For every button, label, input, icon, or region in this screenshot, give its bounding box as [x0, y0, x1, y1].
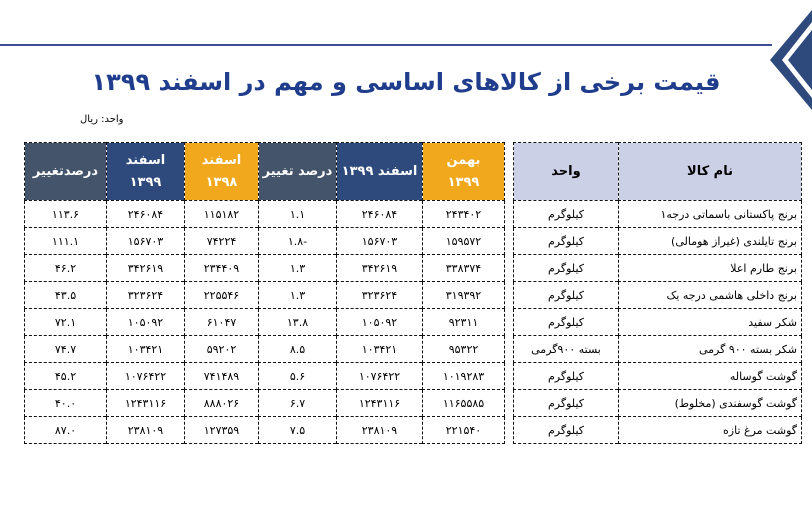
change-month-cell: ۱.۱: [259, 201, 337, 228]
esfand1399-b-cell: ۳۲۳۶۲۴: [337, 282, 423, 309]
table-row: [25, 390, 505, 417]
change-year-cell: ۴۵.۲: [25, 363, 107, 390]
esfand1398-cell: ۲۳۴۴۰۹: [185, 255, 259, 282]
change-month-cell: ۸.۵: [259, 336, 337, 363]
change-month-cell: ۱۳.۸: [259, 309, 337, 336]
table-row: [514, 309, 802, 336]
table-row: [514, 417, 802, 444]
change-year-cell: ۱۱۱.۱: [25, 228, 107, 255]
bahman-cell: ۲۲۱۵۴۰: [423, 417, 505, 444]
table-row: [25, 336, 505, 363]
change-year-cell: ۴۶.۲: [25, 255, 107, 282]
header-esfand1399-line2: ۱۳۹۹: [129, 174, 162, 190]
esfand1398-cell: ۲۲۵۵۴۶: [185, 282, 259, 309]
corner-chevron-icon: [752, 0, 812, 120]
change-year-cell: ۷۲.۱: [25, 309, 107, 336]
esfand1399-cell: ۱۲۴۳۱۱۶: [107, 390, 185, 417]
esfand1399-b-cell: ۱۵۶۷۰۳: [337, 228, 423, 255]
item-name-cell: برنج پاکستانی باسماتی درجه۱: [619, 201, 802, 228]
table-row: [25, 309, 505, 336]
table-row: [25, 255, 505, 282]
esfand1399-cell: ۲۴۶۰۸۴: [107, 201, 185, 228]
header-change-percent-year: درصدتغییر: [25, 143, 107, 201]
unit-cell: کیلوگرم: [514, 255, 619, 282]
table-row: [25, 282, 505, 309]
esfand1399-cell: ۱۰۵۰۹۲: [107, 309, 185, 336]
table-row: [25, 363, 505, 390]
bahman-cell: ۹۲۳۱۱: [423, 309, 505, 336]
change-year-cell: ۴۰.۰: [25, 390, 107, 417]
bahman-cell: ۱۰۱۹۲۸۳: [423, 363, 505, 390]
change-month-cell: ۷.۵: [259, 417, 337, 444]
header-rule: [0, 44, 772, 46]
table-row: [25, 201, 505, 228]
unit-cell: بسته ۹۰۰گرمی: [514, 336, 619, 363]
unit-cell: کیلوگرم: [514, 390, 619, 417]
header-bahman1399: [423, 143, 505, 201]
change-month-cell: ۱.۳: [259, 255, 337, 282]
bahman-cell: ۳۳۸۳۷۴: [423, 255, 505, 282]
item-name-cell: برنج داخلی هاشمی درجه یک: [619, 282, 802, 309]
table-row: [514, 228, 802, 255]
items-table: [513, 142, 802, 444]
table-row: [514, 363, 802, 390]
change-year-cell: ۷۴.۷: [25, 336, 107, 363]
header-bahman-line1: بهمن: [446, 152, 481, 168]
item-name-cell: برنج طارم اعلا: [619, 255, 802, 282]
esfand1399-cell: ۳۴۲۶۱۹: [107, 255, 185, 282]
esfand1398-cell: ۱۱۵۱۸۲: [185, 201, 259, 228]
header-esfand1398-line2: ۱۳۹۸: [205, 174, 238, 190]
bahman-cell: ۱۱۶۵۵۸۵: [423, 390, 505, 417]
change-month-cell: ۱.۳: [259, 282, 337, 309]
esfand1398-cell: ۷۴۱۴۸۹: [185, 363, 259, 390]
change-month-cell: ۵.۶: [259, 363, 337, 390]
change-year-cell: ۸۷.۰: [25, 417, 107, 444]
table-row: [514, 390, 802, 417]
unit-cell: کیلوگرم: [514, 228, 619, 255]
item-name-cell: گوشت گوساله: [619, 363, 802, 390]
bahman-cell: ۲۴۳۴۰۲: [423, 201, 505, 228]
esfand1399-b-cell: ۱۰۳۴۲۱: [337, 336, 423, 363]
esfand1398-cell: ۱۲۷۳۵۹: [185, 417, 259, 444]
table-row: [514, 255, 802, 282]
esfand1399-cell: ۱۵۶۷۰۳: [107, 228, 185, 255]
header-esfand1399: [107, 143, 185, 201]
esfand1399-cell: ۱۰۷۶۴۲۲: [107, 363, 185, 390]
change-month-cell: ۶.۷: [259, 390, 337, 417]
esfand1399-cell: ۱۰۳۴۲۱: [107, 336, 185, 363]
unit-cell: کیلوگرم: [514, 417, 619, 444]
bahman-cell: ۳۱۹۳۹۲: [423, 282, 505, 309]
table-row: [25, 228, 505, 255]
item-name-cell: گوشت مرغ تازه: [619, 417, 802, 444]
bahman-cell: ۹۵۳۲۲: [423, 336, 505, 363]
esfand1399-cell: ۳۲۳۶۲۴: [107, 282, 185, 309]
header-esfand1398-line1: اسفند: [201, 152, 242, 168]
header-esfand1399-b: اسفند ۱۳۹۹: [337, 143, 423, 201]
change-month-cell: -۱.۸: [259, 228, 337, 255]
unit-cell: کیلوگرم: [514, 363, 619, 390]
bahman-cell: ۱۵۹۵۷۲: [423, 228, 505, 255]
esfand1398-cell: ۵۹۲۰۲: [185, 336, 259, 363]
change-year-cell: ۱۱۳.۶: [25, 201, 107, 228]
header-item: نام کالا: [619, 143, 802, 201]
table-row: [25, 417, 505, 444]
esfand1399-b-cell: ۱۲۴۳۱۱۶: [337, 390, 423, 417]
unit-cell: کیلوگرم: [514, 201, 619, 228]
esfand1399-b-cell: ۲۴۶۰۸۴: [337, 201, 423, 228]
page-title: قیمت برخی از کالاهای اساسی و مهم در اسفند ۱۳۹۹: [91, 68, 721, 96]
item-name-cell: شکر بسته ۹۰۰ گرمی: [619, 336, 802, 363]
esfand1399-b-cell: ۲۳۸۱۰۹: [337, 417, 423, 444]
esfand1398-cell: ۶۱۰۴۷: [185, 309, 259, 336]
unit-label: واحد: ریال: [80, 114, 124, 125]
header-esfand1398: [185, 143, 259, 201]
prices-table: [24, 142, 505, 444]
table-row: [514, 282, 802, 309]
unit-cell: کیلوگرم: [514, 309, 619, 336]
esfand1399-b-cell: ۱۰۵۰۹۲: [337, 309, 423, 336]
header-esfand1399-line1: اسفند: [125, 152, 166, 168]
header-change-percent-month: درصد تغییر: [259, 143, 337, 201]
esfand1399-cell: ۲۳۸۱۰۹: [107, 417, 185, 444]
item-name-cell: گوشت گوسفندی (مخلوط): [619, 390, 802, 417]
header-bahman-line2: ۱۳۹۹: [447, 174, 480, 190]
esfand1398-cell: ۸۸۸۰۲۶: [185, 390, 259, 417]
unit-cell: کیلوگرم: [514, 282, 619, 309]
esfand1399-b-cell: ۳۴۲۶۱۹: [337, 255, 423, 282]
table-row: [514, 201, 802, 228]
header-unit: واحد: [514, 143, 619, 201]
item-name-cell: برنج تایلندی (غیراز هومالی): [619, 228, 802, 255]
item-name-cell: شکر سفید: [619, 309, 802, 336]
esfand1398-cell: ۷۴۲۲۴: [185, 228, 259, 255]
esfand1399-b-cell: ۱۰۷۶۴۲۲: [337, 363, 423, 390]
table-row: [514, 336, 802, 363]
change-year-cell: ۴۳.۵: [25, 282, 107, 309]
